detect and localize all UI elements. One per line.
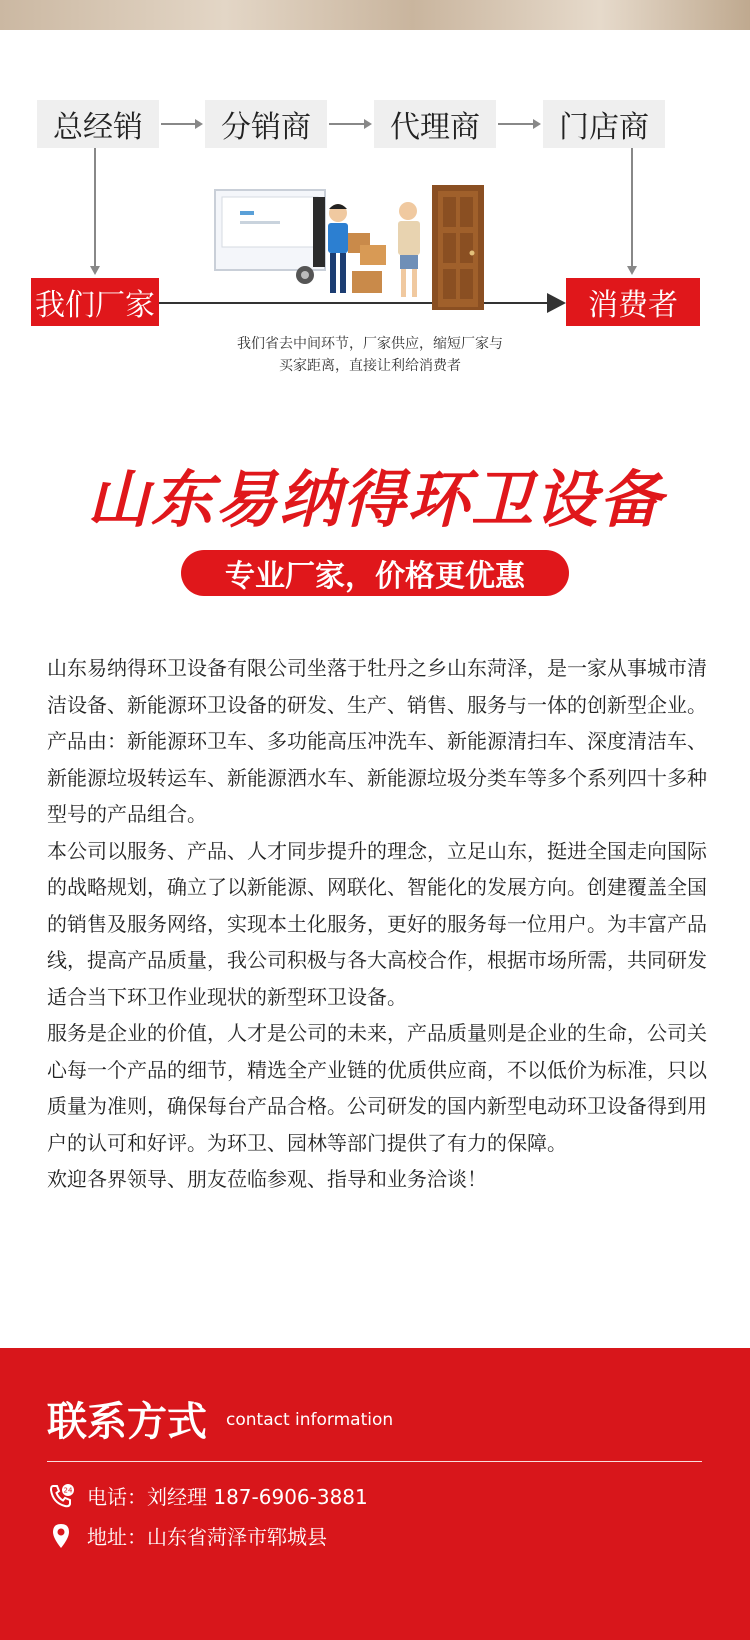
location-pin-icon bbox=[47, 1522, 75, 1550]
contact-subtitle: contact information bbox=[226, 1410, 394, 1430]
chain-step-agent: 代理商 bbox=[374, 100, 496, 148]
slogan-pill: 专业厂家，价格更优惠 bbox=[181, 550, 569, 596]
contact-footer bbox=[0, 1348, 750, 1640]
intro-paragraph-2: 本公司以服务、产品、人才同步提升的理念，立足山东，挺进全国走向国际的战略规划，确立了以新能源、网联化、智能化的发展方向。创建覆盖全国的销售及服务网络，实现本土化服务，更好的服务每一位用户。为丰富产品线，提高产品质量，我公司积极与各大高校合作，根据市场所需，共同研发适合当下环卫作业现状的新型环卫设备。 bbox=[47, 838, 707, 1009]
delivery-illustration bbox=[210, 185, 510, 315]
supply-chain-diagram bbox=[0, 30, 750, 390]
factory-box: 我们厂家 bbox=[31, 278, 159, 326]
intro-paragraph-1: 山东易纳得环卫设备有限公司坐落于牡丹之乡山东菏泽，是一家从事城市清洁设备、新能源环卫设备的研发、生产、销售、服务与一体的创新型企业。产品由：新能源环卫车、多功能高压冲洗车、新能源清扫车、深度清洁车、新能源垃圾转运车、新能源洒水车、新能源垃圾分类车等多个系列四十多种型号的产品组合。 bbox=[47, 656, 707, 826]
chain-step-general-distributor: 总经销 bbox=[37, 100, 159, 148]
intro-paragraph-3: 服务是企业的价值，人才是公司的未来，产品质量则是企业的生命，公司关心每一个产品的细节，精选全产业链的优质供应商，不以低价为标准，只以质量为准则，确保每台产品合格。公司研发的国内新型电动环卫设备得到用户的认可和好评。为环卫、园林等部门提供了有力的保障。 bbox=[47, 1021, 707, 1155]
top-photo-strip bbox=[0, 0, 750, 30]
contact-title: 联系方式 bbox=[47, 1399, 207, 1445]
contact-phone[interactable] bbox=[47, 1481, 368, 1510]
footer-divider bbox=[47, 1461, 702, 1462]
chain-step-distributor: 分销商 bbox=[205, 100, 327, 148]
phone-text: 电话：刘经理 187-6906-3881 bbox=[87, 1485, 368, 1509]
flow-caption-line-1: 我们省去中间环节，厂家供应，缩短厂家与 bbox=[237, 336, 503, 352]
intro-paragraph-4: 欢迎各界领导、朋友莅临参观、指导和业务洽谈！ bbox=[47, 1167, 487, 1191]
flow-caption-line-2: 买家距离，直接让利给消费者 bbox=[279, 358, 461, 374]
chain-step-store: 门店商 bbox=[543, 100, 665, 148]
phone-badge: 24 bbox=[63, 1486, 73, 1494]
address-text: 地址：山东省菏泽市郓城县 bbox=[87, 1525, 327, 1549]
company-introduction bbox=[47, 650, 707, 1198]
flow-caption bbox=[180, 333, 560, 377]
company-title: 山东易纳得环卫设备 bbox=[86, 463, 663, 536]
phone-icon bbox=[47, 1482, 75, 1510]
contact-address bbox=[47, 1521, 327, 1550]
consumer-box: 消费者 bbox=[566, 278, 700, 326]
